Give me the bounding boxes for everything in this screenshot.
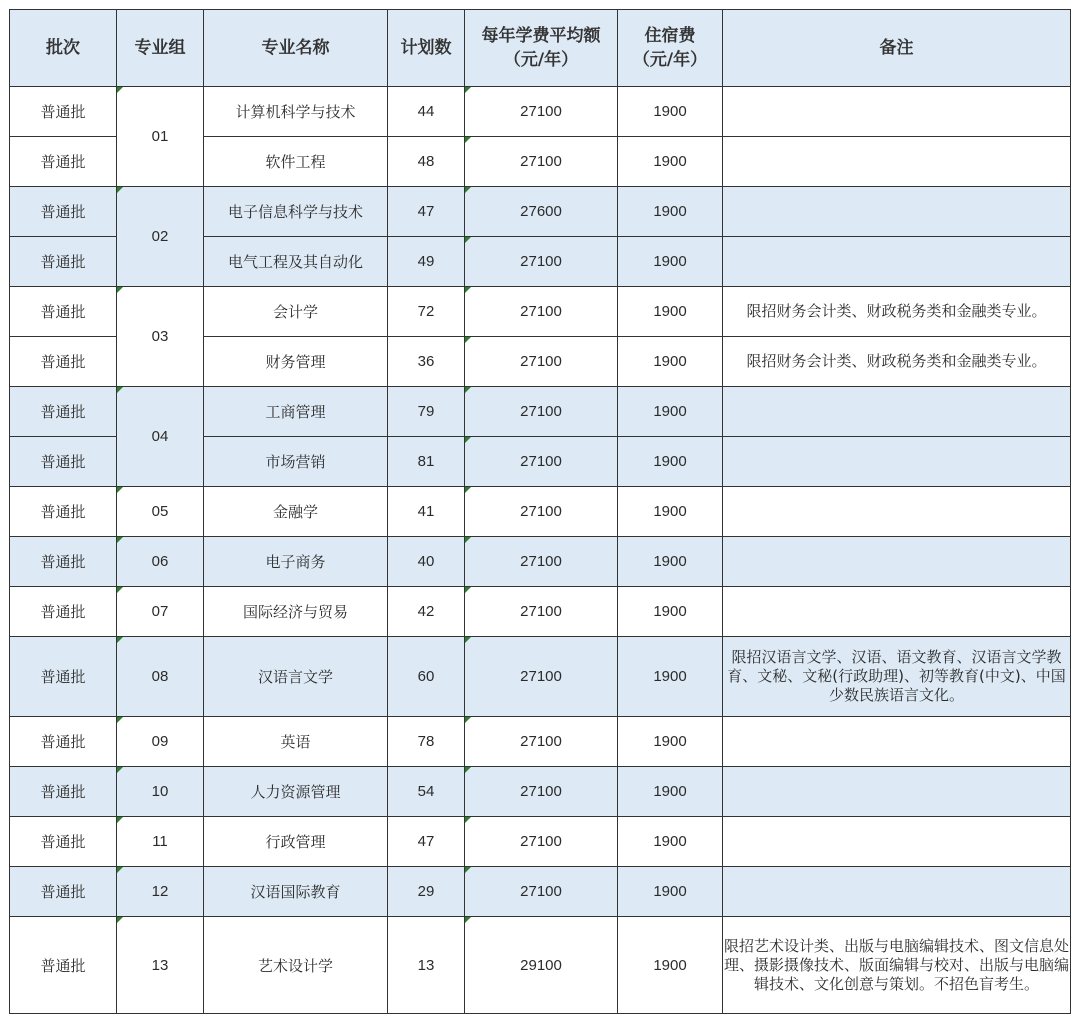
table-row	[10, 387, 1071, 437]
cell-batch: 普通批	[10, 587, 117, 637]
table-row	[10, 867, 1071, 917]
cell-group: 01	[117, 87, 204, 187]
cell-group: 08	[117, 637, 204, 717]
table-row	[10, 917, 1071, 1014]
cell-plan: 29	[388, 867, 465, 917]
table-row	[10, 537, 1071, 587]
cell-dorm: 1900	[618, 817, 723, 867]
cell-group: 06	[117, 537, 204, 587]
table-row	[10, 817, 1071, 867]
header-group: 专业组	[117, 10, 204, 87]
cell-major: 国际经济与贸易	[204, 587, 388, 637]
cell-tuition: 27100	[465, 437, 618, 487]
cell-note: 限招财务会计类、财政税务类和金融类专业。	[723, 287, 1071, 337]
cell-dorm: 1900	[618, 487, 723, 537]
cell-plan: 54	[388, 767, 465, 817]
cell-major: 市场营销	[204, 437, 388, 487]
table-row	[10, 637, 1071, 717]
cell-tuition: 27100	[465, 237, 618, 287]
cell-dorm: 1900	[618, 867, 723, 917]
cell-major: 计算机科学与技术	[204, 87, 388, 137]
header-major: 专业名称	[204, 10, 388, 87]
cell-group: 05	[117, 487, 204, 537]
cell-group: 02	[117, 187, 204, 287]
cell-group: 11	[117, 817, 204, 867]
table-row	[10, 767, 1071, 817]
cell-batch: 普通批	[10, 487, 117, 537]
cell-major: 汉语国际教育	[204, 867, 388, 917]
cell-note	[723, 867, 1071, 917]
cell-note	[723, 717, 1071, 767]
cell-batch: 普通批	[10, 337, 117, 387]
cell-dorm: 1900	[618, 587, 723, 637]
cell-note	[723, 817, 1071, 867]
cell-note	[723, 537, 1071, 587]
cell-note	[723, 387, 1071, 437]
header-plan: 计划数	[388, 10, 465, 87]
cell-major: 财务管理	[204, 337, 388, 387]
cell-batch: 普通批	[10, 637, 117, 717]
cell-tuition: 29100	[465, 917, 618, 1014]
cell-batch: 普通批	[10, 187, 117, 237]
cell-note	[723, 187, 1071, 237]
cell-batch: 普通批	[10, 917, 117, 1014]
cell-plan: 81	[388, 437, 465, 487]
cell-note	[723, 237, 1071, 287]
cell-tuition: 27100	[465, 87, 618, 137]
admission-plan-table	[9, 9, 1071, 1014]
cell-plan: 36	[388, 337, 465, 387]
cell-batch: 普通批	[10, 867, 117, 917]
cell-major: 软件工程	[204, 137, 388, 187]
cell-plan: 79	[388, 387, 465, 437]
cell-dorm: 1900	[618, 337, 723, 387]
cell-major: 电子信息科学与技术	[204, 187, 388, 237]
cell-dorm: 1900	[618, 767, 723, 817]
cell-dorm: 1900	[618, 637, 723, 717]
cell-major: 工商管理	[204, 387, 388, 437]
cell-note	[723, 587, 1071, 637]
cell-tuition: 27100	[465, 387, 618, 437]
cell-major: 电子商务	[204, 537, 388, 587]
header-note: 备注	[723, 10, 1071, 87]
cell-dorm: 1900	[618, 917, 723, 1014]
cell-group: 13	[117, 917, 204, 1014]
cell-dorm: 1900	[618, 287, 723, 337]
cell-batch: 普通批	[10, 87, 117, 137]
cell-tuition: 27100	[465, 867, 618, 917]
header-tuition-line1: 每年学费平均额	[481, 26, 601, 46]
cell-dorm: 1900	[618, 87, 723, 137]
cell-dorm: 1900	[618, 137, 723, 187]
cell-plan: 40	[388, 537, 465, 587]
cell-tuition: 27600	[465, 187, 618, 237]
table-row	[10, 87, 1071, 137]
cell-dorm: 1900	[618, 187, 723, 237]
cell-plan: 49	[388, 237, 465, 287]
table-row	[10, 487, 1071, 537]
cell-plan: 60	[388, 637, 465, 717]
cell-plan: 41	[388, 487, 465, 537]
cell-batch: 普通批	[10, 817, 117, 867]
cell-tuition: 27100	[465, 817, 618, 867]
cell-tuition: 27100	[465, 767, 618, 817]
table-row	[10, 587, 1071, 637]
cell-batch: 普通批	[10, 717, 117, 767]
cell-batch: 普通批	[10, 237, 117, 287]
table-row	[10, 717, 1071, 767]
cell-group: 04	[117, 387, 204, 487]
cell-group: 07	[117, 587, 204, 637]
cell-note	[723, 137, 1071, 187]
cell-tuition: 27100	[465, 637, 618, 717]
cell-note	[723, 487, 1071, 537]
cell-batch: 普通批	[10, 137, 117, 187]
header-dorm-line1: 住宿费	[644, 26, 696, 46]
cell-batch: 普通批	[10, 437, 117, 487]
cell-major: 人力资源管理	[204, 767, 388, 817]
table-row	[10, 287, 1071, 337]
header-tuition	[465, 10, 618, 87]
cell-dorm: 1900	[618, 237, 723, 287]
header-tuition-line2: （元/年）	[503, 50, 579, 70]
cell-major: 金融学	[204, 487, 388, 537]
cell-dorm: 1900	[618, 537, 723, 587]
cell-plan: 47	[388, 817, 465, 867]
cell-group: 03	[117, 287, 204, 387]
cell-dorm: 1900	[618, 437, 723, 487]
cell-dorm: 1900	[618, 387, 723, 437]
header-row	[10, 10, 1071, 87]
cell-dorm: 1900	[618, 717, 723, 767]
cell-plan: 78	[388, 717, 465, 767]
cell-tuition: 27100	[465, 487, 618, 537]
cell-batch: 普通批	[10, 287, 117, 337]
cell-note	[723, 87, 1071, 137]
table-row	[10, 187, 1071, 237]
header-batch: 批次	[10, 10, 117, 87]
cell-group: 12	[117, 867, 204, 917]
cell-plan: 72	[388, 287, 465, 337]
cell-group: 10	[117, 767, 204, 817]
cell-major: 行政管理	[204, 817, 388, 867]
cell-major: 会计学	[204, 287, 388, 337]
cell-plan: 13	[388, 917, 465, 1014]
cell-plan: 48	[388, 137, 465, 187]
cell-batch: 普通批	[10, 767, 117, 817]
cell-note: 限招艺术设计类、出版与电脑编辑技术、图文信息处理、摄影摄像技术、版面编辑与校对、出版与电脑编辑技术、文化创意与策划。不招色盲考生。	[723, 917, 1071, 1014]
header-dorm	[618, 10, 723, 87]
cell-major: 电气工程及其自动化	[204, 237, 388, 287]
cell-plan: 42	[388, 587, 465, 637]
cell-plan: 47	[388, 187, 465, 237]
cell-plan: 44	[388, 87, 465, 137]
cell-tuition: 27100	[465, 717, 618, 767]
cell-group: 09	[117, 717, 204, 767]
cell-tuition: 27100	[465, 537, 618, 587]
cell-major: 英语	[204, 717, 388, 767]
cell-note	[723, 437, 1071, 487]
cell-tuition: 27100	[465, 287, 618, 337]
cell-major: 汉语言文学	[204, 637, 388, 717]
cell-note	[723, 767, 1071, 817]
cell-tuition: 27100	[465, 137, 618, 187]
cell-batch: 普通批	[10, 537, 117, 587]
cell-tuition: 27100	[465, 337, 618, 387]
cell-note: 限招财务会计类、财政税务类和金融类专业。	[723, 337, 1071, 387]
cell-note: 限招汉语言文学、汉语、语文教育、汉语言文学教育、文秘、文秘(行政助理)、初等教育(中文)、中国少数民族语言文化。	[723, 637, 1071, 717]
header-dorm-line2: （元/年）	[632, 50, 708, 70]
cell-tuition: 27100	[465, 587, 618, 637]
cell-major: 艺术设计学	[204, 917, 388, 1014]
cell-batch: 普通批	[10, 387, 117, 437]
